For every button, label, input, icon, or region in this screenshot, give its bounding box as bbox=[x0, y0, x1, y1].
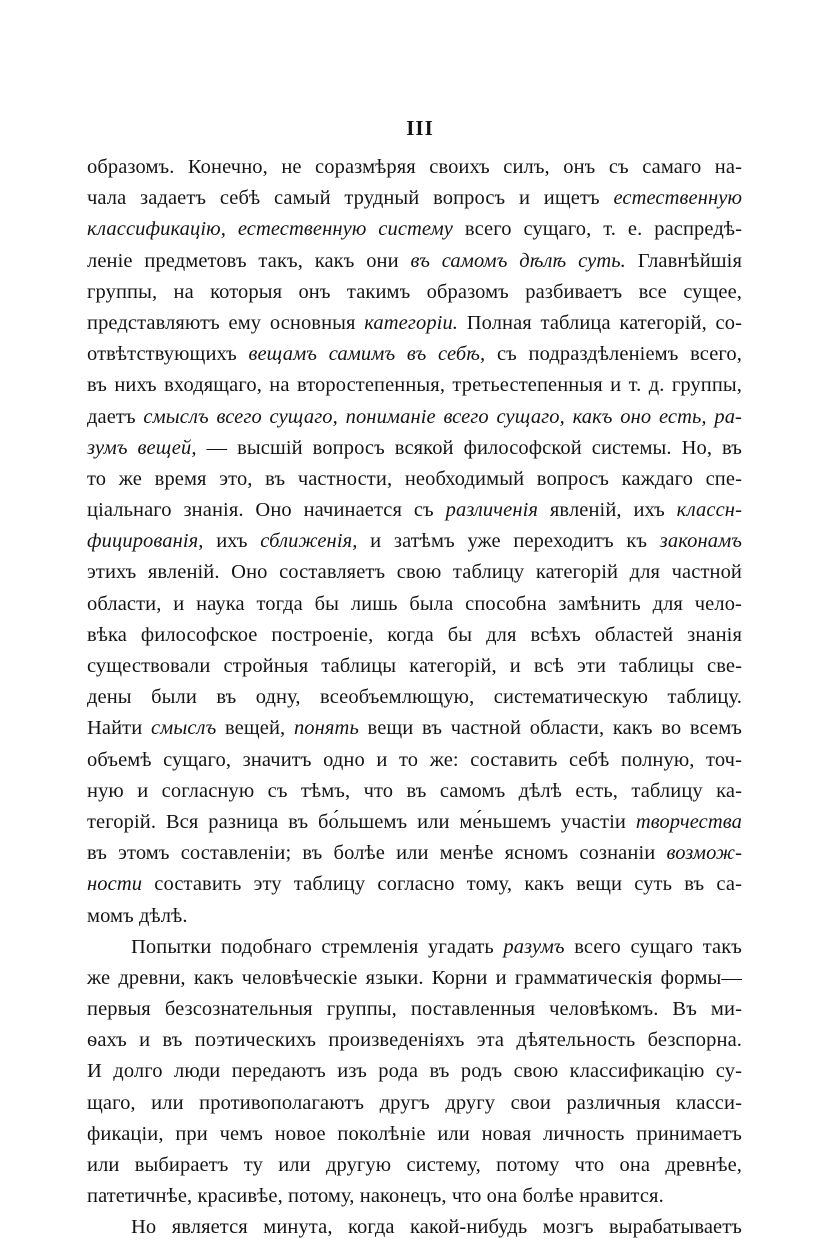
italic-text-segment: вещамъ самимъ въ себѣ, bbox=[248, 343, 486, 366]
text-segment: же древни, какъ человѣческіе языки. Корни и грамматическія формы— bbox=[87, 966, 742, 989]
text-line bbox=[87, 526, 742, 557]
italic-text-segment: ности bbox=[87, 873, 143, 896]
text-segment: Попытки подобнаго стремленія угадать bbox=[131, 935, 504, 958]
text-segment: патетичнѣе, красивѣе, потому, наконецъ, что она болѣе нравится. bbox=[87, 1185, 664, 1208]
text-segment: представляютъ ему основныя bbox=[87, 311, 365, 334]
text-segment: ціальнаго знанія. Оно начинается съ bbox=[87, 499, 446, 522]
text-line bbox=[87, 495, 742, 526]
text-line bbox=[87, 745, 742, 776]
italic-text-segment: смыслъ bbox=[150, 717, 217, 740]
text-segment: Но является минута, когда какой-нибудь мозгъ вырабатываетъ bbox=[131, 1216, 742, 1239]
text-line bbox=[87, 838, 742, 869]
text-segment: или выбираетъ ту или другую систему, потому что она древнѣе, bbox=[87, 1154, 742, 1176]
text-segment: вещи въ частной области, какъ во всемъ bbox=[358, 717, 742, 740]
text-line bbox=[87, 277, 742, 308]
text-segment: съ подраздѣленіемъ всего, bbox=[485, 343, 742, 366]
text-segment: щаго, или противополагаютъ другъ другу свои различныя класси- bbox=[87, 1091, 742, 1114]
italic-text-segment: различенія bbox=[445, 499, 539, 522]
text-segment: въ этомъ составленіи; въ болѣе или менѣе ясномъ сознаніи bbox=[87, 842, 667, 865]
text-line bbox=[87, 651, 742, 682]
italic-text-segment: зумъ вещей, bbox=[87, 436, 197, 459]
text-segment: объемѣ сущаго, значитъ одно и то же: составить себѣ полную, точ- bbox=[87, 748, 742, 771]
text-segment: всего сущаго такъ bbox=[564, 935, 742, 958]
text-segment: Найти bbox=[87, 717, 151, 740]
text-line bbox=[87, 402, 742, 433]
text-segment: тегорій. Вся разница въ бо́льшемъ или ме́ньшемъ участіи bbox=[87, 810, 636, 833]
text-segment: всего сущаго, т. е. распредѣ- bbox=[453, 218, 743, 241]
text-segment: чала задаетъ себѣ самый трудный вопросъ и ищетъ bbox=[87, 187, 614, 210]
italic-text-segment: разумъ bbox=[503, 935, 565, 958]
text-segment: и затѣмъ уже переходитъ къ bbox=[357, 530, 660, 553]
text-segment: И долго люди передаютъ изъ рода въ родъ свою классификацію су- bbox=[87, 1060, 742, 1083]
text-line bbox=[87, 339, 742, 370]
text-segment: вещей, bbox=[216, 717, 294, 740]
text-line bbox=[87, 963, 742, 994]
italic-text-segment: сближенія, bbox=[260, 530, 358, 553]
text-line bbox=[87, 214, 742, 245]
text-line bbox=[87, 1119, 742, 1150]
text-line bbox=[87, 557, 742, 588]
text-segment: ѳахъ и въ поэтическихъ произведеніяхъ эта дѣятельность безспорна. bbox=[87, 1029, 742, 1052]
italic-text-segment: фицированія, bbox=[87, 530, 204, 553]
italic-text-segment: классификацію, естественную систему bbox=[87, 218, 454, 241]
text-line bbox=[87, 464, 742, 495]
text-line bbox=[87, 1088, 742, 1119]
text-segment: области, и наука тогда бы лишь была способна замѣнить для чело- bbox=[87, 592, 742, 615]
italic-text-segment: смыслъ всего сущаго, пониманіе всего сущаго, какъ оно есть, ра- bbox=[143, 405, 742, 428]
text-segment: отвѣтствующихъ bbox=[87, 343, 249, 366]
text-line bbox=[87, 246, 742, 277]
text-segment: Главнѣйшія bbox=[625, 249, 742, 272]
text-line bbox=[87, 807, 742, 838]
text-segment: леніе предметовъ такъ, какъ они bbox=[87, 249, 411, 272]
text-line bbox=[87, 776, 742, 807]
text-line bbox=[87, 1056, 742, 1087]
text-segment: явленій, ихъ bbox=[538, 499, 677, 522]
italic-text-segment: категоріи. bbox=[364, 311, 459, 334]
text-segment: первыя безсознательныя группы, поставленныя человѣкомъ. Въ ми- bbox=[87, 998, 742, 1021]
text-segment: въ нихъ входящаго, на второстепенныя, третьестепенныя и т. д. группы, bbox=[87, 374, 742, 397]
text-line bbox=[87, 370, 742, 401]
text-segment: ную и согласную съ тѣмъ, что въ самомъ дѣлѣ есть, таблицу ка- bbox=[87, 779, 742, 802]
text-segment: вѣка философское построеніе, когда бы для всѣхъ областей знанія bbox=[87, 623, 742, 646]
text-segment: дены были въ одну, всеобъемлющую, систематическую таблицу. bbox=[87, 686, 742, 709]
text-line bbox=[87, 433, 742, 464]
page-number: III bbox=[406, 116, 434, 140]
text-line bbox=[87, 682, 742, 713]
body-text bbox=[87, 152, 742, 1244]
text-segment: существовали стройныя таблицы категорій, и всѣ эти таблицы све- bbox=[87, 655, 742, 677]
italic-text-segment: законамъ bbox=[659, 530, 742, 553]
text-line bbox=[87, 308, 742, 339]
italic-text-segment: возмож- bbox=[666, 842, 742, 865]
italic-text-segment: въ самомъ дѣлѣ суть. bbox=[410, 249, 626, 272]
text-line bbox=[87, 620, 742, 651]
text-line bbox=[87, 1025, 742, 1056]
text-segment: образомъ. Конечно, не соразмѣряя своихъ силъ, онъ съ самаго на- bbox=[87, 156, 742, 178]
text-segment: даетъ bbox=[87, 405, 144, 428]
text-line bbox=[87, 183, 742, 214]
text-line bbox=[87, 589, 742, 620]
italic-text-segment: творчества bbox=[635, 810, 742, 833]
text-line bbox=[87, 994, 742, 1025]
text-line bbox=[87, 152, 742, 183]
text-line bbox=[87, 1150, 742, 1181]
text-segment: составить эту таблицу согласно тому, какъ вещи суть въ са- bbox=[142, 873, 742, 896]
italic-text-segment: понять bbox=[293, 717, 359, 740]
text-line bbox=[87, 713, 742, 744]
text-segment: Полная таблица категорій, со- bbox=[458, 311, 742, 334]
italic-text-segment: естественную bbox=[613, 187, 742, 210]
text-line bbox=[87, 1212, 742, 1243]
text-segment: этихъ явленій. Оно составляетъ свою таблицу категорій для частной bbox=[87, 561, 742, 584]
text-segment: — высшій вопросъ всякой философской системы. Но, въ bbox=[196, 436, 743, 459]
text-line bbox=[87, 932, 742, 963]
text-segment: то же время это, въ частности, необходимый вопросъ каждаго спе- bbox=[87, 467, 742, 490]
text-line bbox=[87, 1181, 742, 1212]
text-segment: ихъ bbox=[203, 530, 261, 553]
text-segment: момъ дѣлѣ. bbox=[87, 904, 188, 927]
text-segment: группы, на которыя онъ такимъ образомъ разбиваетъ все сущее, bbox=[87, 280, 742, 303]
text-line bbox=[87, 901, 742, 932]
italic-text-segment: классн- bbox=[676, 499, 743, 522]
text-line bbox=[87, 869, 742, 900]
text-segment: фикаціи, при чемъ новое поколѣніе или новая личность принимаетъ bbox=[87, 1122, 742, 1145]
